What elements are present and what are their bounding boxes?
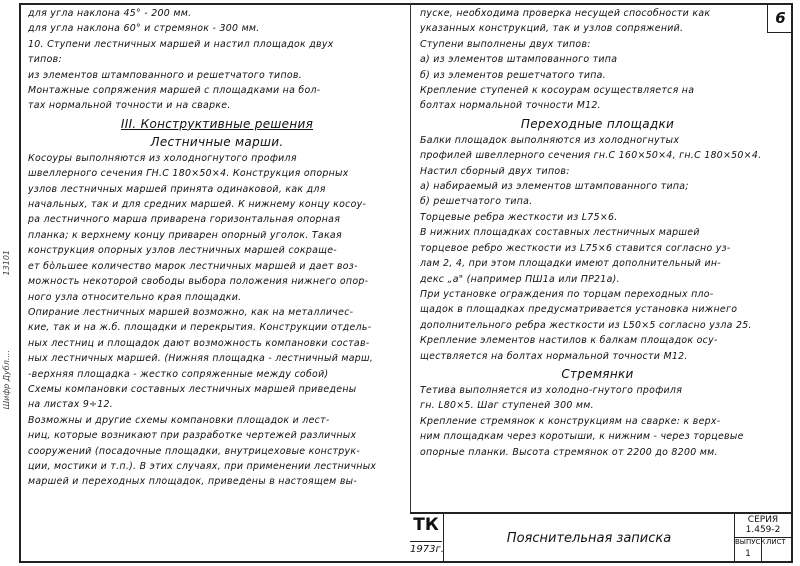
right-text-line: Крепление стремянок к конструкциям на сварке: к верх- — [420, 415, 721, 427]
left-text-line: тах нормальной точности и на сварке. — [28, 100, 231, 112]
left-text-line: ниц, которые возникают при разработке чертежей различных — [28, 430, 357, 442]
right-text-line: а) набираемый из элементов штампованного типа; — [420, 181, 689, 193]
left-text-line: Монтажные сопряжения маршей с площадками на бол- — [28, 85, 321, 97]
left-text-line: планка; к верхнему концу приварен опорный уголок. Такая — [28, 229, 342, 241]
issue-label: ВЫПУСК — [735, 538, 766, 546]
right-text-line: Крепление элементов настилов к балкам площадок осу- — [420, 335, 718, 347]
right-text-line: щадок в площадках предусматривается установка нижнего — [420, 304, 738, 316]
right-text-line: указанных конструкций, так и узлов сопряжений. — [420, 23, 684, 35]
left-text-line: сооружений (посадочные площадки, внутрицеховые конструк- — [28, 445, 361, 457]
left-text-line: маршей и переходных площадок, приведены в настоящем вы- — [28, 476, 358, 488]
left-text-line: можность некоторой свободы выбора положения нижнего опор- — [28, 276, 369, 288]
right-text-line: дополнительного ребра жесткости из L50×5 согласно узла 25. — [420, 319, 752, 331]
margin-note-upper: 13101 — [2, 250, 11, 276]
left-text-line: Опирание лестничных маршей возможно, как на металличес- — [28, 306, 354, 318]
right-text-line: торцевое ребро жесткости из L75×6 ставится согласно уз- — [420, 242, 731, 254]
right-text-line: Настил сборный двух типов: — [420, 165, 570, 177]
right-text-line: б) решетчатого типа. — [420, 196, 533, 208]
left-text-line: начальных, так и для средних маршей. К нижнему концу косоу- — [28, 199, 367, 211]
column-divider — [410, 3, 411, 512]
left-text-line: Возможны и другие схемы компановки площадок и лест- — [28, 414, 330, 426]
left-text-line: типов: — [28, 54, 62, 66]
left-text-line: -верхняя площадка - жестко сопряженные между собой) — [28, 368, 329, 380]
left-text-line: ного узла относительно края площадки. — [28, 291, 242, 303]
left-text-line: на листах 9÷12. — [28, 399, 114, 411]
left-text-line: ции, мостики и т.п.). В этих случаях, при применении лестничных — [28, 460, 377, 472]
left-text-line: швеллерного сечения ГН.С 180×50×4. Конструкция опорных — [28, 168, 349, 180]
right-text-line: В нижних площадках составных лестничных маршей — [420, 227, 700, 239]
left-text-line: Схемы компановки составных лестничных маршей приведены — [28, 383, 357, 395]
org-cell — [410, 514, 444, 563]
issue-value: 1 — [745, 549, 751, 559]
right-text-line: Тетива выполняется из холодно-гнутого профиля — [420, 384, 683, 396]
margin-note-lower: Шифр Дубл.... — [2, 350, 11, 410]
right-text-line: Торцевые ребра жесткости из L75×6. — [420, 211, 618, 223]
series-label: СЕРИЯ — [747, 515, 779, 525]
right-text-line: пуске, необходима проверка несущей способности как — [420, 8, 711, 19]
left-text-line: из элементов штампованного и решетчатого типов. — [28, 69, 303, 81]
org-code: ТК — [413, 515, 439, 535]
left-text-line: 10. Ступени лестничных маршей и настил площадок двух — [28, 38, 334, 50]
left-text-line: ет бо̀льшее количество марок лестничных маршей и дает воз- — [28, 260, 358, 272]
right-text-line: ним площадкам через коротыши, к нижним - через торцевые — [420, 431, 744, 443]
document-title: Пояснительная записка — [444, 514, 735, 563]
right-heading: Стремянки — [561, 366, 634, 381]
right-heading: Переходные площадки — [520, 116, 675, 131]
left-heading: III. Конструктивные решения — [120, 116, 314, 131]
left-text-line: для угла наклона 45° - 200 мм. — [28, 8, 192, 19]
left-text-line: для угла наклона 60° и стремянок - 300 мм. — [28, 23, 260, 35]
right-text-line: профилей швеллерного сечения гн.С 160×50×4, гн.С 180×50×4. — [420, 150, 762, 162]
left-text-line: кие, так и на ж.б. площадки и перекрытия. Конструкции отдель- — [28, 322, 372, 334]
right-column — [420, 6, 775, 460]
right-text-line: Ступени выполнены двух типов: — [420, 38, 591, 50]
right-text-line: а) из элементов штампованного типа — [420, 54, 618, 66]
right-text-line: Балки площадок выполняются из холодногнутых — [420, 134, 680, 146]
series-cell — [735, 514, 791, 563]
right-text-line: декс „а" (например ПШ1а или ПР21а). — [420, 273, 620, 285]
left-text-line: Косоуры выполняются из холодногнутого профиля — [28, 152, 297, 164]
left-column — [28, 6, 406, 490]
right-text-line: гн. L80×5. Шаг ступеней 300 мм. — [420, 400, 594, 412]
left-text-line: узлов лестничных маршей принята одинаковой, как для — [28, 183, 326, 195]
right-text-line: ществляется на болтах нормальной точности М12. — [420, 350, 688, 362]
title-block — [410, 512, 793, 563]
left-text-line: конструкция опорных узлов лестничных маршей сокраще- — [28, 245, 337, 257]
left-text-line: ных лестниц и площадок дают возможность компановки состав- — [28, 337, 370, 349]
series-value: 1.459-2 — [745, 525, 781, 535]
right-text-line: опорные планки. Высота стремянок от 2200 до 8200 мм. — [420, 446, 718, 458]
right-text-line: болтах нормальной точности М12. — [420, 100, 601, 112]
sheet-label: ЛИСТ — [766, 538, 786, 546]
right-text-line: Крепление ступеней к косоурам осуществляется на — [420, 85, 695, 97]
right-text-line: При установке ограждения по торцам переходных пло- — [420, 288, 714, 300]
right-text-line: б) из элементов решетчатого типа. — [420, 69, 607, 81]
right-text-line: лам 2, 4, при этом площадки имеют дополнительный ин- — [420, 258, 721, 270]
left-heading: Лестничные марши. — [150, 134, 284, 149]
left-text-line: ра лестничного марша приварена горизонтальная опорная — [28, 214, 341, 226]
left-text-line: ных лестничных маршей. (Нижняя площадка - лестничный марш, — [28, 353, 374, 365]
year: 1973г. — [410, 544, 444, 555]
page-number: 6 — [767, 3, 793, 33]
